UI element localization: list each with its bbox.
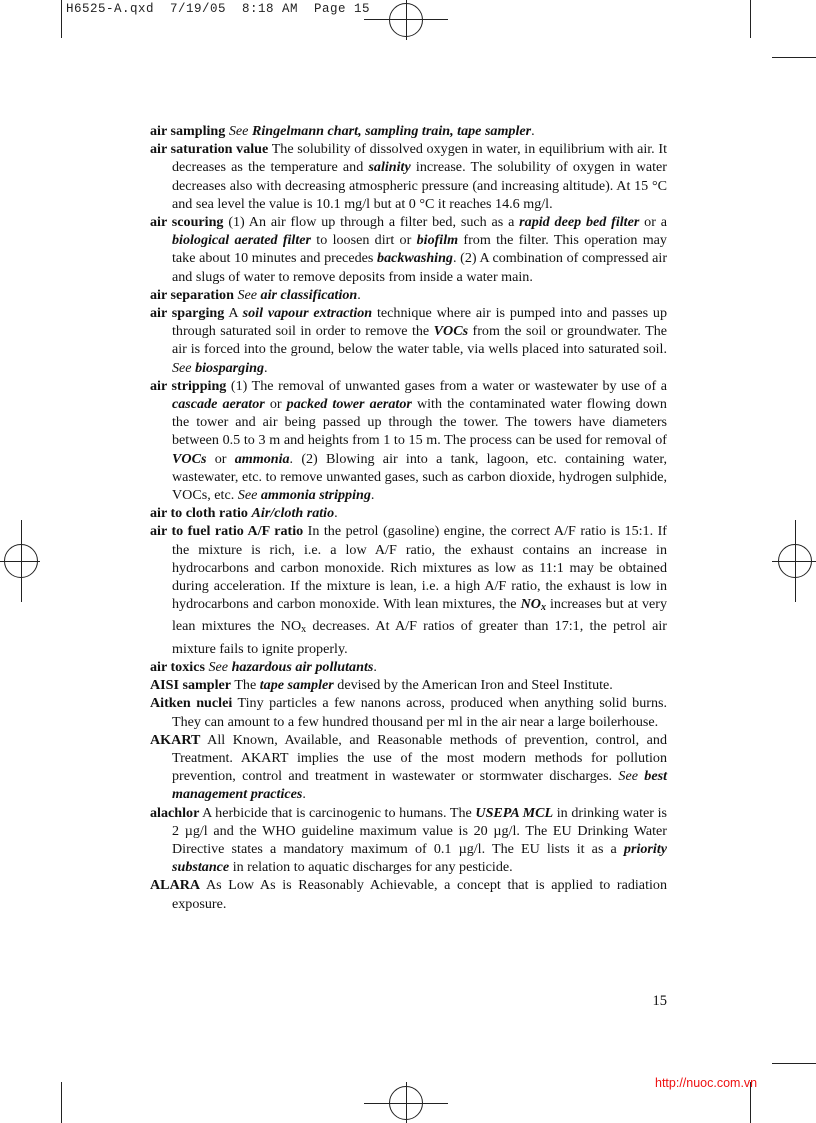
glossary-entries [150,122,667,913]
cross-reference-term: biofilm [416,232,459,249]
entry-term: air sampling [150,123,226,139]
entry-term: air toxics [150,658,205,675]
glossary-entry [150,876,667,912]
crop-mark-top-left [61,0,62,38]
cross-reference-term: VOCs [172,450,207,467]
glossary-entry [150,658,667,676]
crop-mark-right-bottom [772,1063,816,1064]
entry-term: air to cloth ratio [150,505,248,522]
entry-text: In the petrol (gasoline) engine, the correct A/F ratio is 15:1. If the mixture is rich, i.e. a low A/F ratio, the exhaust contains an increase in hydrocarbons and carbon monoxide. Rich mixtures as low as 11:1 may be obtained during acceleration. If the mixture is lean, i.e. a high A/F ratio, the exhaust is low in hydrocarbons and carbon monoxide. With lean mixtures, the [172,523,667,613]
cross-reference-term: ammonia stripping [260,487,371,504]
cross-reference-term: priority substance [172,840,667,876]
cross-reference-term: salinity [368,159,411,176]
page-number: 15 [652,993,667,1009]
entry-text: A [224,305,243,322]
entry-text: or a [639,214,668,231]
entry-term: AKART [150,731,201,748]
entry-term: Aitken nuclei [150,695,233,712]
cross-reference-term: soil vapour extraction [242,305,373,322]
entry-text: to loosen dirt or [311,232,417,249]
entry-text: . [373,658,377,675]
entry-text: (1) An air flow up through a filter bed, such as a [223,214,520,231]
entry-term: air saturation value [150,141,269,158]
see-label: See [237,487,261,504]
cross-reference-term: biological aerated filter [172,232,311,249]
cross-reference-term: backwashing [377,250,453,267]
glossary-entry [150,286,667,304]
cross-reference-term: Air/cloth ratio [251,505,335,522]
glossary-entry [150,504,667,522]
cross-reference-term: rapid deep bed filter [519,214,640,231]
glossary-entry [150,304,667,377]
entry-term: ALARA [150,877,201,894]
glossary-entry [150,731,667,804]
entry-text: The solubility of dissolved oxygen in water, in equilibrium with air. It decreases as the temperature and [172,141,667,176]
crop-mark-top-right [750,0,751,38]
glossary-entry [150,213,667,286]
see-label: See [618,768,645,785]
entry-text: . [370,487,375,504]
entry-term: AISI sampler [150,677,232,694]
cross-reference-term: hazardous air pollutants [231,658,374,675]
cross-reference-term: Ringelmann chart, sampling train, tape sampler [251,123,532,139]
glossary-entry [150,140,667,213]
entry-text: or [264,396,287,413]
cross-reference-term: biosparging [195,359,265,376]
entry-text: from the soil or groundwater. The air is forced into the ground, below the water table, via wells placed into saturated soil. [172,323,667,358]
glossary-entry [150,694,667,730]
subscript: x [301,624,307,636]
entry-text: . [264,359,268,376]
cross-reference-term: packed tower aerator [286,396,412,413]
entry-text: increase. The solubility of oxygen in water decreases also with decreasing atmospheric pressure (and increasing altitude). At 15 °C and sea level the value is 10.1 mg/l but at 0 °C it reaches 14.6 mg/l. [172,159,667,212]
cross-reference-term: best management practices [172,768,667,803]
entry-text: with the contaminated water flowing down the tower and air being passed up through the tower. The towers have diameters between 0.5 to 3 m and heights from 1 to 15 m. The process can be used for removal of [172,396,667,449]
entry-text: . [334,505,338,522]
entry-text: All Known, Available, and Reasonable methods of prevention, control, and Treatment. AKART implies the use of the most modern methods for pollution prevention, control and treatment in wastewater or stormwater discharges. [172,731,667,785]
entry-term: air sparging [150,305,225,322]
glossary-entry [150,122,667,140]
entry-text: (1) The removal of unwanted gases from a water or wastewater by use of a [226,377,667,394]
entry-text: . [357,286,361,303]
cross-reference-term: USEPA MCL [475,804,554,821]
entry-text: . (2) A combination of compressed air and slugs of water to remove deposits from inside a water main. [172,250,668,285]
crop-mark-right-top [772,57,816,58]
entry-term: air scouring [150,214,224,231]
entry-text: The [231,677,260,694]
cross-reference-term: VOCs [433,323,469,340]
cross-reference-term: cascade aerator [172,396,265,413]
glossary-entry [150,804,667,877]
source-url-link[interactable]: http://nuoc.com.vn [655,1076,758,1090]
entry-text: devised by the American Iron and Steel Institute. [333,677,613,694]
entry-text: As Low As is Reasonably Achievable, a concept that is applied to radiation exposure. [172,877,667,912]
subscript: x [540,602,546,614]
entry-text: decreases. At A/F ratios of greater than 17:1, the petrol air mixture fails to ignite properly. [172,618,667,657]
entry-text: in drinking water is 2 µg/l and the WHO guideline maximum value is 20 µg/l. The EU Drinking Water Directive states a mandatory maximum of 0.1 µg/l. The EU lists it as a [172,804,668,857]
entry-text: A herbicide that is carcinogenic to humans. The [199,804,476,821]
entry-term: air stripping [150,377,227,394]
entry-text: in relation to aquatic discharges for any pesticide. [229,859,513,876]
see-label: See [228,123,252,139]
entry-term: air separation [150,286,234,303]
entry-text: . (2) Blowing air into a tank, lagoon, etc. containing water, wastewater, etc. to remove unwanted gases, such as carbon dioxide, hydrogen sulphide, VOCs, etc. [172,450,667,504]
entry-text: from the filter. This operation may take about 10 minutes and precedes [172,232,667,267]
glossary-entry [150,522,667,657]
entry-text: increases but at very lean mixtures the NO [172,596,667,635]
entry-text: . [302,786,306,803]
glossary-entry [150,676,667,694]
cross-reference-term: air classification [260,286,358,303]
cross-reference-term: NO [520,596,541,613]
see-label: See [208,658,232,675]
crop-mark-bottom-left [61,1082,62,1123]
entry-term: alachlor [150,804,200,821]
glossary-entry [150,377,667,504]
entry-text: technique where air is pumped into and passes up through saturated soil in order to remove the [172,305,668,340]
see-label: See [172,359,196,376]
entry-text: Tiny particles a few nanons across, produced when anything solid burns. They can amount to a few hundred thousand per ml in the air near a large boilerhouse. [172,695,667,730]
entry-text: or [206,450,235,467]
entry-text: . [531,123,535,139]
entry-term: air to fuel ratio A/F ratio [150,523,304,540]
see-label: See [237,286,261,303]
cross-reference-term: tape sampler [259,677,334,694]
cross-reference-term: ammonia [234,450,290,467]
file-slug: H6525-A.qxd 7/19/05 8:18 AM Page 15 [66,2,371,16]
